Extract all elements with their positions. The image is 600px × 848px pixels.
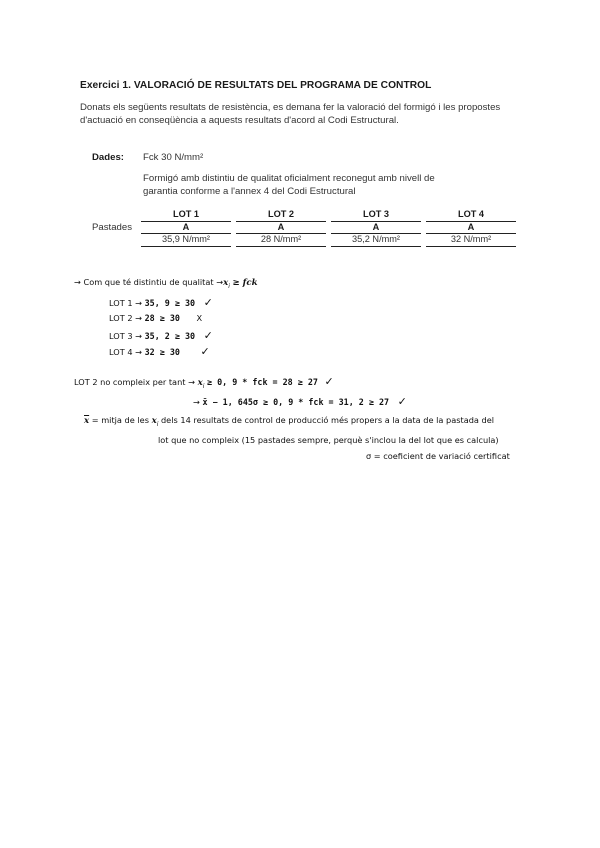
lot-header: LOT 2	[236, 209, 326, 222]
condition-sub: i	[228, 283, 230, 290]
check-lot-label: LOT 3	[109, 331, 133, 341]
lot2-expr2: x̄ − 1, 645σ ≥ 0, 9 * fck = 31, 2 ≥ 27	[202, 397, 390, 407]
arrow-icon: →	[188, 377, 195, 387]
xi-var: x	[197, 378, 203, 388]
lot2-expr1: ≥ 0, 9 * fck = 28 ≥ 27	[206, 377, 318, 387]
lot-value: 35,9 N/mm²	[141, 234, 231, 247]
condition-rest: ≥ fck	[232, 278, 258, 288]
check-lot4	[109, 345, 210, 358]
arrow-icon: →	[216, 277, 224, 287]
lot-header: LOT 1	[141, 209, 231, 222]
xi-sub: i	[156, 421, 159, 428]
distintiu-text: Com que té distintiu de qualitat	[83, 277, 214, 287]
lot-quality: A	[141, 222, 231, 235]
lot-header: LOT 4	[426, 209, 516, 222]
fck-value: Fck 30 N/mm²	[143, 152, 204, 163]
check-expr: 35, 9 ≥ 30	[144, 298, 196, 308]
lot-quality: A	[331, 222, 421, 235]
check-lot-label: LOT 2	[109, 313, 133, 323]
lot-value: 32 N/mm²	[426, 234, 516, 247]
check-lot2	[109, 313, 202, 323]
xbar-var: $\overline{x}$	[84, 416, 90, 426]
lot-quality: A	[426, 222, 516, 235]
arrow-icon: →	[135, 298, 143, 308]
dades-label: Dades:	[92, 152, 124, 163]
checkmark-icon: ✓	[200, 345, 210, 358]
lot2-text: LOT 2 no compleix per tant	[74, 377, 186, 387]
lot-value: 28 N/mm²	[236, 234, 326, 247]
xi-sub: i	[202, 383, 205, 390]
check-lot-label: LOT 1	[109, 298, 133, 308]
xbar-definition	[84, 415, 494, 428]
sigma-definition: σ = coeficient de variació certificat	[366, 451, 510, 461]
lots-table	[136, 209, 521, 247]
lot-header: LOT 3	[331, 209, 421, 222]
xbar-definition-line2: lot que no compleix (15 pastades sempre, perquè s'inclou la del lot que es calcula)	[158, 435, 499, 445]
check-expr: 32 ≥ 30	[144, 347, 180, 357]
check-expr: 35, 2 ≥ 30	[144, 331, 196, 341]
arrow-icon: →	[193, 397, 200, 407]
lot2-failure-line	[74, 375, 334, 390]
check-lot3	[109, 329, 213, 342]
table-row	[141, 222, 516, 235]
table-row	[141, 234, 516, 247]
condition-var: x	[223, 278, 229, 288]
cross-icon: X	[196, 313, 203, 323]
xbar-def-pre: = mitja de les	[91, 415, 149, 425]
concrete-description: Formigó amb distintiu de qualitat oficialment reconegut amb nivell de garantia conforme a l'annex 4 del Codi Estructural	[143, 173, 435, 197]
checkmark-icon: ✓	[324, 375, 334, 388]
exercise-title: Exercici 1. VALORACIÓ DE RESULTATS DEL PROGRAMA DE CONTROL	[80, 80, 432, 91]
check-lot-label: LOT 4	[109, 347, 133, 357]
lot-value: 35,2 N/mm²	[331, 234, 421, 247]
check-lot1	[109, 296, 213, 309]
pastades-label: Pastades	[92, 222, 133, 233]
table-header-row	[141, 209, 516, 222]
lot2-second-line	[193, 395, 407, 408]
checkmark-icon: ✓	[203, 296, 213, 309]
xi-var: x	[151, 416, 157, 426]
arrow-icon: →	[135, 313, 143, 323]
arrow-icon: →	[135, 331, 143, 341]
intro-paragraph: Donats els següents resultats de resistència, es demana fer la valoració del formigó i les propostes d'actuació en conseqüència a aquests resultats d'acord al Codi Estructural.	[80, 102, 501, 126]
checkmark-icon: ✓	[397, 395, 407, 408]
distintiu-line	[74, 277, 258, 290]
xbar-def-post: dels 14 resultats de control de producció més propers a la data de la pastada del	[160, 415, 495, 425]
lot-quality: A	[236, 222, 326, 235]
check-expr: 28 ≥ 30	[144, 313, 180, 323]
arrow-icon: →	[74, 277, 81, 287]
checkmark-icon: ✓	[203, 329, 213, 342]
arrow-icon: →	[135, 347, 143, 357]
